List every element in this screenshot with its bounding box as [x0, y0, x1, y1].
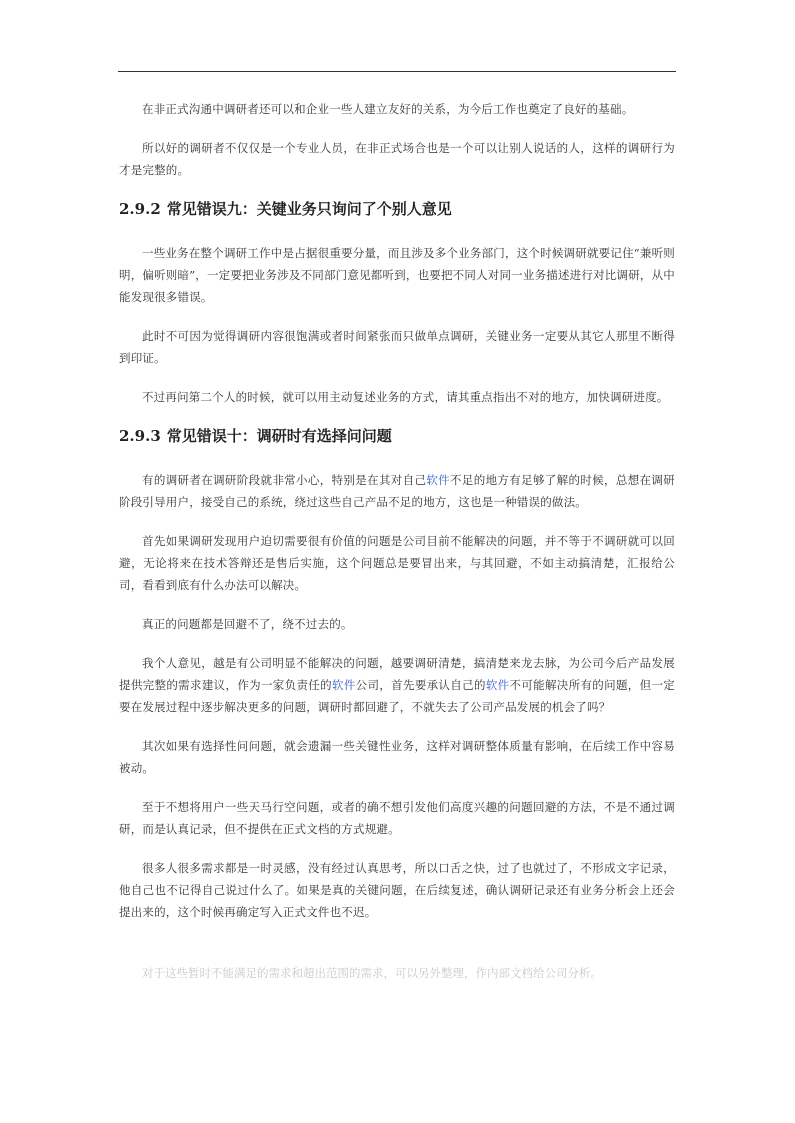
- software-link[interactable]: 软件: [331, 678, 356, 692]
- software-link[interactable]: 软件: [485, 678, 510, 692]
- text-run: 不足的地方有足够了解的时候，总想在调研阶段引导用户，接受自己的系统，绕过这些自己产品不足的地方，这也是一种错误的做法。: [119, 473, 675, 509]
- text-run: 不可能解决所有的问题，但一定要在发展过程中逐步解决更多的问题，调研时都回避了，不就失去了公司产品发展的机会了吗？: [119, 678, 675, 714]
- document-body: [119, 90, 675, 940]
- section-title: 常见错误十：调研时有选择问问题: [166, 427, 392, 445]
- paragraph: 一些业务在整个调研工作中是占据很重要分量，而且涉及多个业务部门，这个时候调研就要记住“兼听则明，偏听则暗”，一定要把业务涉及不同部门意见都听到，也要把不同人对同一业务描述进行对比调研，从中能发现很多错误。: [119, 246, 675, 304]
- text-run: 有的调研者在调研阶段就非常小心，特别是在其对自己: [142, 473, 427, 487]
- software-link[interactable]: 软件: [426, 473, 451, 487]
- section-heading-2-9-2: [119, 198, 675, 220]
- section-number: 2.9.2: [119, 200, 161, 218]
- paragraph: 不过再问第二个人的时候，就可以用主动复述业务的方式，请其重点指出不对的地方，加快调研进度。: [142, 390, 669, 404]
- paragraph: 此时不可因为觉得调研内容很饱满或者时间紧张而只做单点调研，关键业务一定要从其它人那里不断得到印证。: [119, 329, 675, 365]
- paragraph: 真正的问题都是回避不了，绕不过去的。: [142, 617, 353, 631]
- paragraph: 其次如果有选择性问问题，就会遗漏一些关键性业务，这样对调研整体质量有影响，在后续工作中容易被动。: [119, 739, 675, 775]
- intro-paragraph-2: 所以好的调研者不仅仅是一个专业人员，在非正式场合也是一个可以让别人说话的人，这样的调研行为才是完整的。: [119, 141, 675, 177]
- section-title: 常见错误九：关键业务只询问了个别人意见: [166, 200, 452, 218]
- section-heading-2-9-3: [119, 425, 675, 447]
- paragraph: 至于不想将用户一些天马行空问题，或者的确不想引发他们高度兴趣的问题回避的方法，不是不通过调研，而是认真记录，但不提供在正式文档的方式规避。: [119, 800, 675, 836]
- cut-off-paragraph: 对于这些暂时不能满足的需求和超出范围的需求，可以另外整理，作内部文档给公司分析。: [142, 966, 602, 980]
- text-run: 公司，首先要承认自己的: [355, 678, 486, 692]
- paragraph: [119, 469, 675, 513]
- intro-paragraph-1: 在非正式沟通中调研者还可以和企业一些人建立友好的关系，为今后工作也奠定了良好的基础。: [142, 102, 634, 116]
- paragraph: 首先如果调研发现用户迫切需要很有价值的问题是公司目前不能解决的问题，并不等于不调研就可以回避，无论将来在技术答辩还是售后实施，这个问题总是要冒出来，与其回避，不如主动搞清楚，汇报给公司，看看到底有什么办法可以解决。: [119, 534, 675, 592]
- header-rule: [118, 71, 676, 72]
- text-run: 我个人意见，越是有公司明显不能解决的问题，越要调研清楚，搞清楚来龙去脉，为公司今后产品发展提供完整的需求建议，作为一家负责任的: [119, 656, 675, 692]
- section-number: 2.9.3: [119, 427, 161, 445]
- paragraph: 很多人很多需求都是一时灵感，没有经过认真思考，所以口舌之快，过了也就过了，不形成文字记录，他自己也不记得自己说过什么了。如果是真的关键问题，在后续复述，确认调研记录还有业务分析会上还会提出来的，这个时候再确定写入正式文件也不迟。: [119, 861, 675, 919]
- paragraph: [119, 652, 675, 718]
